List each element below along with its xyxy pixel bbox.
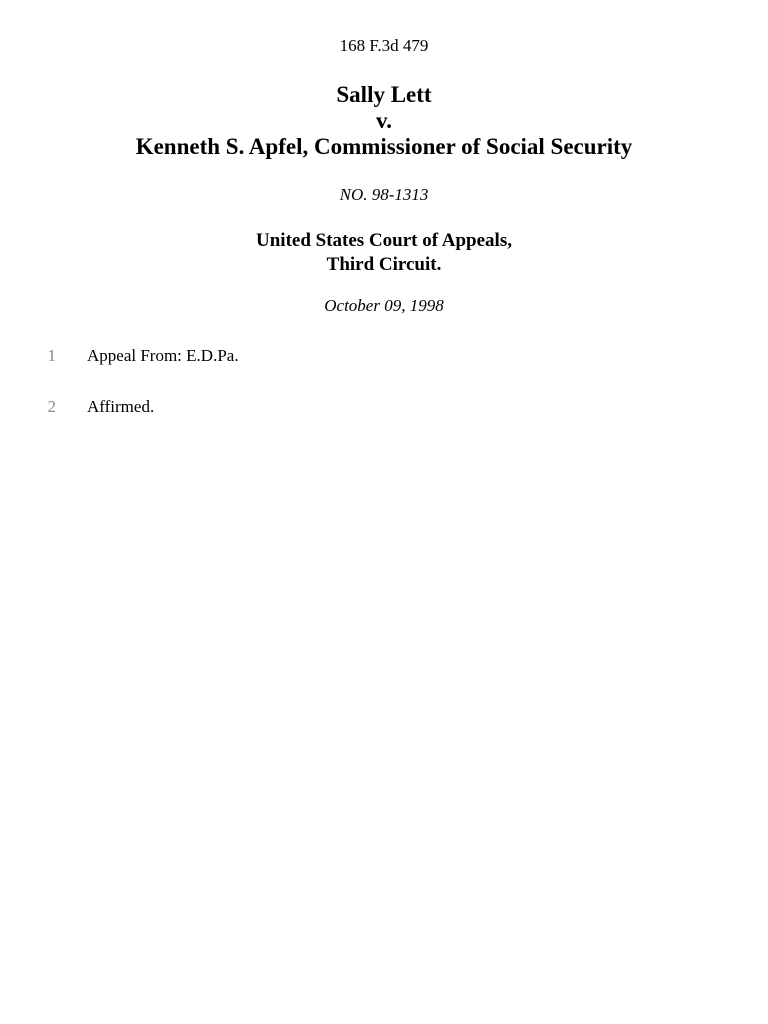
docket-number: NO. 98-1313 (339, 185, 429, 204)
paragraph-number: 1 (47, 346, 56, 365)
paragraph-number: 2 (47, 397, 56, 416)
court-name-line-2: Third Circuit. (326, 254, 442, 275)
paragraph (0, 397, 768, 419)
decision-date: October 09, 1998 (324, 296, 444, 315)
versus-label: v. (376, 108, 392, 133)
case-citation: 168 F.3d 479 (339, 36, 429, 55)
paragraph (0, 346, 768, 368)
paragraph-text: Affirmed. (87, 397, 155, 416)
plaintiff-name: Sally Lett (336, 82, 432, 107)
court-name-line-1: United States Court of Appeals, (256, 230, 512, 251)
defendant-name: Kenneth S. Apfel, Commissioner of Social Security (135, 134, 633, 159)
court-name (0, 229, 768, 277)
paragraph-text: Appeal From: E.D.Pa. (87, 346, 239, 365)
case-parties (0, 82, 768, 160)
